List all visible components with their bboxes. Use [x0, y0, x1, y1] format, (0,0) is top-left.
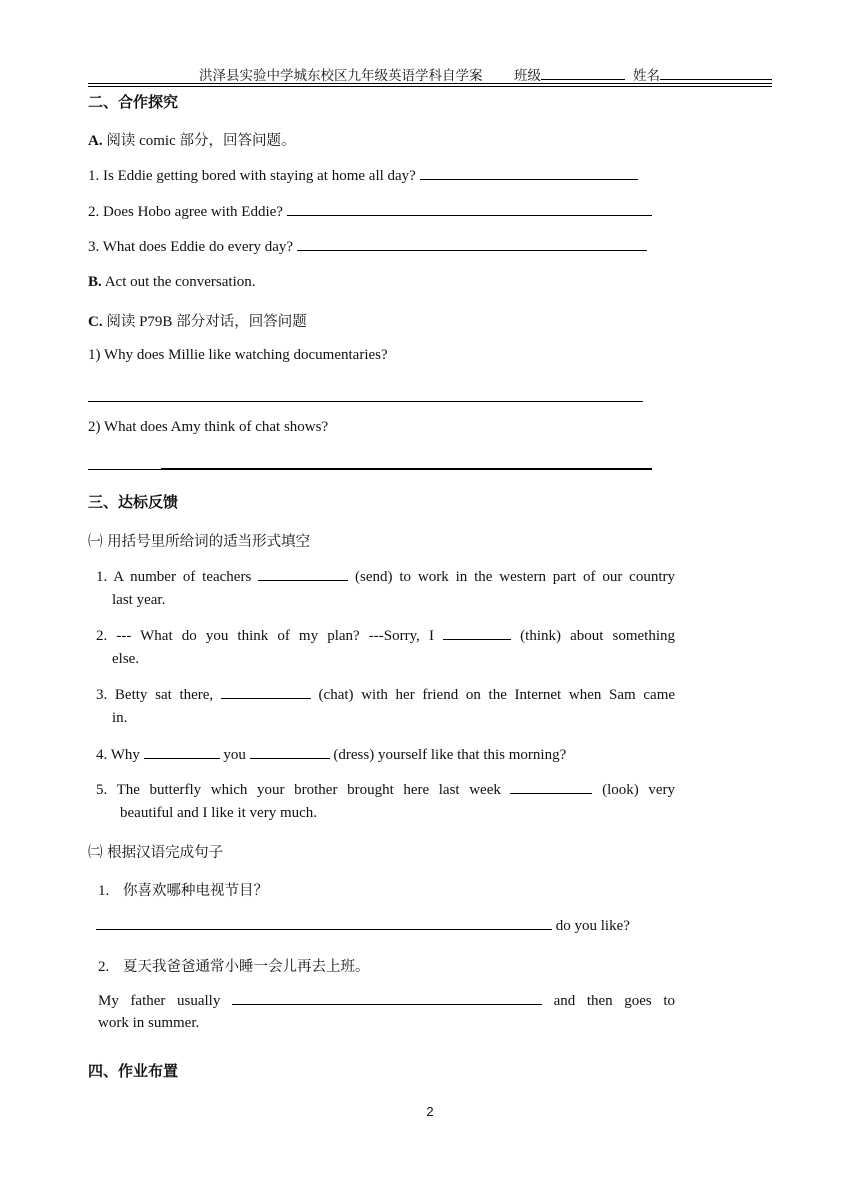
answer-blank[interactable] — [232, 992, 542, 1005]
school-title: 洪泽县实验中学城东校区九年级英语学科自学案 — [199, 68, 483, 84]
translate-item-1-prompt: 1. 你喜欢哪种电视节目？ — [98, 883, 268, 899]
answer-blank[interactable] — [287, 203, 652, 216]
partA-instruction: A. 阅读 comic 部分，回答问题。 — [88, 133, 296, 149]
answer-blank[interactable] — [258, 568, 348, 581]
page-number: 2 — [426, 1104, 434, 1119]
fill-item-5-line2: beautiful and I like it very much. — [120, 805, 318, 821]
answer-blank[interactable] — [221, 686, 311, 699]
answer-blank[interactable] — [250, 746, 330, 759]
part1-title: ㈠ 用括号里所给词的适当形式填空 — [88, 534, 311, 550]
translate-item-2-line1: My father usually and then goes to — [98, 993, 676, 1009]
header-rule-bottom — [88, 86, 772, 87]
fill-item-3-line2: in. — [112, 710, 128, 726]
partC-question-2: 2) What does Amy think of chat shows? — [88, 419, 329, 435]
partC-answer-line-2a[interactable] — [88, 469, 161, 470]
translate-item-2-line2: work in summer. — [98, 1015, 200, 1031]
fill-item-1-line2: last year. — [112, 592, 166, 608]
partC-instruction: C. 阅读 P79B 部分对话，回答问题 — [88, 314, 307, 330]
part2-title: ㈡ 根据汉语完成句子 — [88, 845, 224, 861]
section2-heading: 二、合作探究 — [88, 93, 179, 111]
name-label: 姓名 — [633, 64, 772, 84]
fill-item-3-line1: 3. Betty sat there, (chat) with her friend on the Internet when Sam came — [96, 687, 676, 703]
section4-heading: 四、作业布置 — [88, 1062, 179, 1080]
partB-instruction: B. Act out the conversation. — [88, 274, 256, 290]
fill-item-5-line1: 5. The butterfly which your brother brought here last week (look) very — [96, 782, 675, 798]
fill-item-2-line2: else. — [112, 651, 140, 667]
partC-answer-line-1[interactable] — [88, 401, 643, 402]
answer-blank[interactable] — [96, 917, 552, 930]
fill-item-4: 4. Why you (dress) yourself like that this morning? — [96, 747, 567, 763]
answer-blank[interactable] — [420, 167, 638, 180]
fill-item-1-line1: 1. A number of teachers (send) to work in the western part of our country — [96, 569, 675, 585]
answer-blank[interactable] — [297, 238, 647, 251]
partC-answer-line-2b[interactable] — [161, 468, 652, 470]
class-label: 班级 — [514, 64, 625, 84]
page-header — [88, 64, 772, 82]
answer-blank[interactable] — [443, 627, 511, 640]
partA-question-1: 1. Is Eddie getting bored with staying at home all day? — [88, 167, 638, 185]
fill-item-2-line1: 2. --- What do you think of my plan? ---Sorry, I (think) about something — [96, 628, 675, 644]
section3-heading: 三、达标反馈 — [88, 493, 179, 511]
translate-item-1-answer: do you like? — [96, 917, 630, 935]
answer-blank[interactable] — [510, 781, 592, 794]
translate-item-2-prompt: 2. 夏天我爸爸通常小睡一会儿再去上班。 — [98, 959, 370, 975]
name-blank[interactable] — [660, 67, 772, 80]
answer-blank[interactable] — [144, 746, 220, 759]
partA-question-3: 3. What does Eddie do every day? — [88, 238, 647, 256]
header-rule-top — [88, 83, 772, 84]
class-blank[interactable] — [541, 67, 625, 80]
partA-question-2: 2. Does Hobo agree with Eddie? — [88, 203, 652, 221]
partC-question-1: 1) Why does Millie like watching documentaries? — [88, 347, 388, 363]
